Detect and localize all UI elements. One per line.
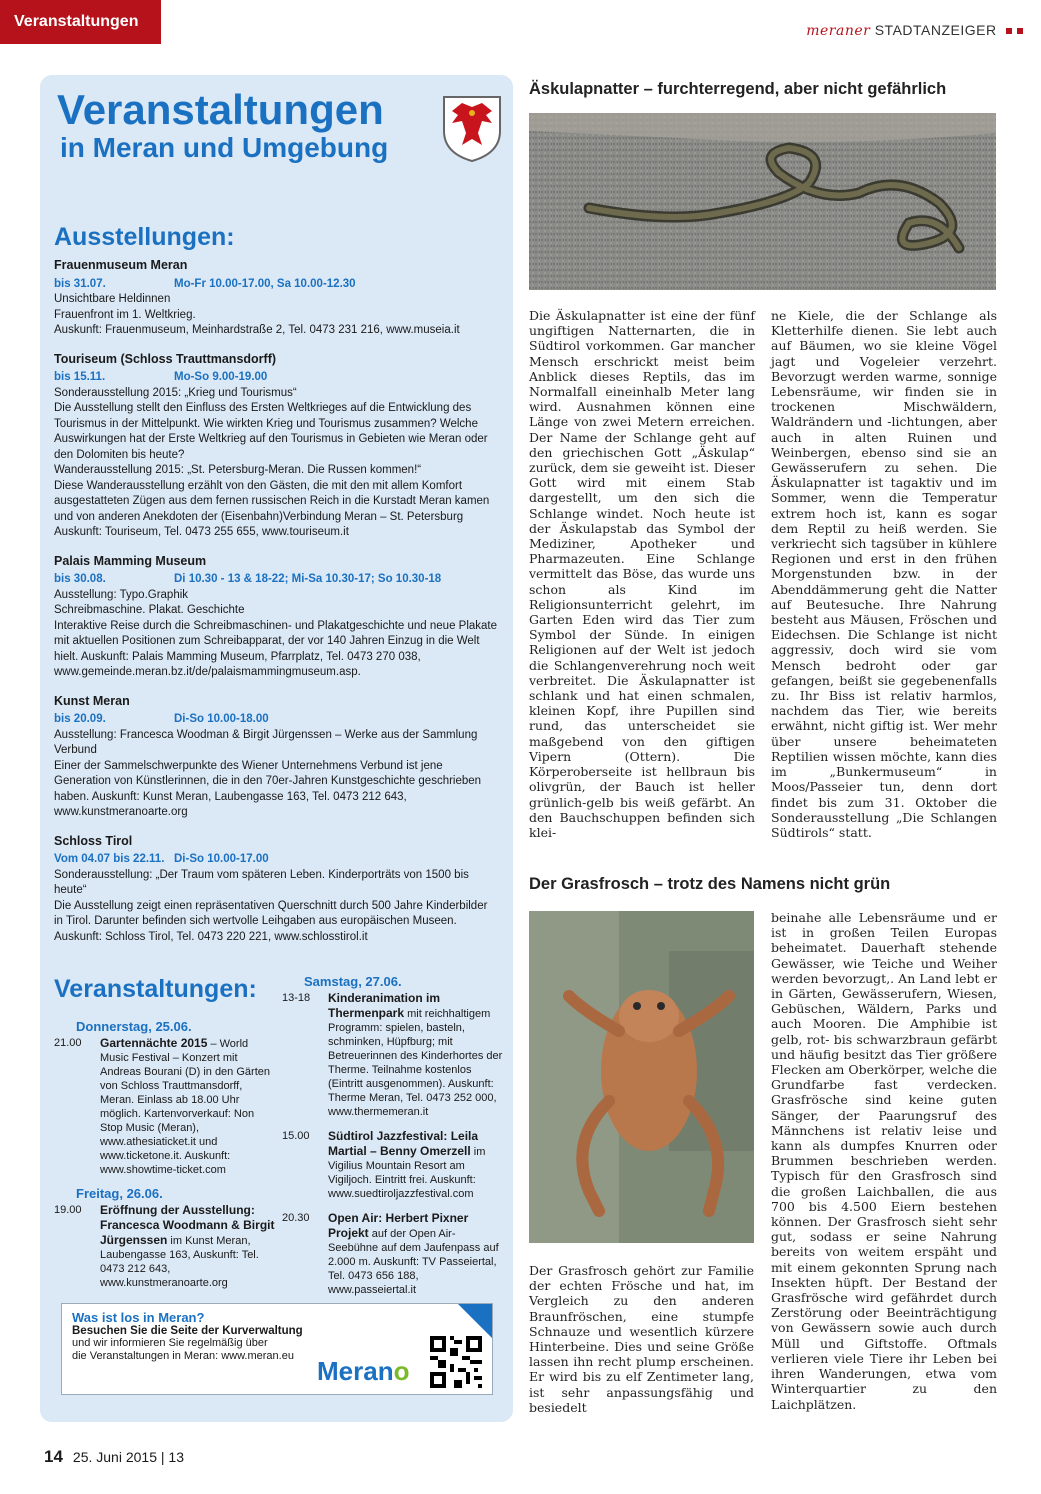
promo-heading: Was ist los in Meran? xyxy=(72,1310,205,1325)
exhibition-dates xyxy=(54,712,499,728)
page-footer xyxy=(44,1447,184,1467)
event-desc xyxy=(100,1203,276,1290)
event-row xyxy=(54,1203,276,1290)
exhibition-venue: Palais Mamming Museum xyxy=(54,553,207,568)
event-time: 21.00 xyxy=(54,1037,82,1049)
event-time: 19.00 xyxy=(54,1204,82,1216)
event-text: – World Music Festival – Konzert mit Andreas Bourani (D) in den Gärten von Schloss Trauttmansdorff, Meran. Einlass ab 18.00 Uhr möglich. Kartenvorverkauf: Non Stop Music (Meran), www.athesiaticket.it und www.ticketone.it. Auskunft: www.showtime-ticket.com xyxy=(100,1038,270,1176)
frog-text-col2: beinahe alle Lebensräume und er ist in großen Teilen Europas beheimatet. Dauerhaft stehende Gewässer, wie Teiche und Weiher werden bevorzugt,. An Land lebt er in Gärten, Gewässerufern, Wiesen, Gebüschen, Wäldern, Parks und auch Mooren. Die Amphibie ist gelb, rot- bis schwarzbraun gefärbt und häufig besitzt das Tier größere Flecken am Oberkörper, welche die Grundfarbe fast verdecken. Grasfrösche sind keine guten Sänger, der Paarungsruf des Männchens ist relativ leise und kann als dumpfes Knurren oder Brummen beschrieben werden. Typisch für den Grasfrosch sind die großen Laichballen, die aus 700 bis 4.500 Eiern bestehen können. Der Grasfrosch sieht sehr gut, sodass er seine Nahrung bereits von weitem erspäht und mit einem gekonnten Sprung nach Insekten hüpft. Der Bestand der Grasfrösche wird gefährdet durch Zerstörung oder Beeinträchtigung von Gewässern sowie auch durch Müll und Giftstoffe. Oftmals verlieren viele Tiere ihr Leben bei ihren Wanderungen, etwa vom Winterquartier zu den Laichplätzen. xyxy=(771,910,997,1412)
exhibition-line: Die Ausstellung zeigt einen repräsentativen Querschnitt durch 500 Jahre Kinderbilder in Tirol. Darunter befinden sich wertvolle Leihgaben aus europäischen Museen. Auskunft: Schloss Tirol, Tel. 0473 220 221, www.schlosstirol.it xyxy=(54,899,488,943)
events-heading: Veranstaltungen: xyxy=(54,975,257,1003)
event-row xyxy=(282,1211,504,1297)
event-title: Open Air: Herbert Pixner Projekt xyxy=(328,1211,469,1240)
exhibition-venue: Kunst Meran xyxy=(54,693,130,708)
exhibition-line: Ausstellung: Francesca Woodman & Birgit Jürgenssen – Werke aus der Sammlung Verbund xyxy=(54,728,478,756)
frog-text-col1: Der Grasfrosch gehört zur Familie der echten Frösche und hat, im Vergleich zu den anderen Braunfröschen, eine stumpfe Schnauze und wesentlich kürzere Hinterbeine. Dies und seine Größe lassen ihn recht plump erscheinen. Er wird bis zu elf Zentimeter lang, ist sehr anpassungsfähig und besiedelt xyxy=(529,1263,754,1415)
exhibition-line: Ausstellung: Typo.Graphik xyxy=(54,588,189,601)
event-text: im Kunst Meran, Laubengasse 163, Auskunft: Tel. 0473 212 643, www.kunstmeranoarte.org xyxy=(100,1235,259,1289)
exhibition-line: Die Ausstellung stellt den Einfluss des Ersten Weltkrieges auf die Entwicklung des Tourismus in der Mittelpunkt. Wie wirkten Krieg und Tourismus zusammen? Welche Auswirkungen hat der Erste Weltkrieg auf den Tourismus in Gebieten wie Meran oder den Dolomiten bis heute? xyxy=(54,402,488,461)
exhibition-line: Diese Wanderausstellung erzählt von den Gästen, die mit den mit allem Komfort ausgestatteten Zügen aus dem fernen russischen Reich in die Kurstadt Meran kamen und von anderen Anekdoten der (Eisenbahn)Verbindung Meran – St. Petersburg xyxy=(54,479,490,523)
exhibition-item xyxy=(54,694,499,821)
exhibition-line: Einer der Sammelschwerpunkte des Wiener Unternehmens Verbund ist jene Generation von Künstlerinnen, die in den 70er-Jahren Kunstgeschichte geschrieben haben. Auskunft: Kunst Meran, Laubengasse 163, Tel. 0473 212 643, www.kunstmeranoarte.org xyxy=(54,759,482,818)
exhibition-date: bis 20.09. xyxy=(54,713,106,725)
snake-text-col1: Die Äskulapnatter ist eine der fünf ungiftigen Natternarten, die in Südtirol vorkommen. Gar mancher Mensch erschrickt meist beim Anblick dieses Reptils, das im Normalfall eineinhalb Meter lang wird. Ausnahmen können eine Länge von zwei Metern erreichen. Der Name der Schlange geht auf den griechischen Gott „Äskulap“ zurück, dem sie geweiht ist. Dieser Gott wird mit einem Stab dargestellt, um den sich die Schlange windet. Noch heute ist der Äskulapstab das Symbol der Mediziner, Apotheker und Pharmazeuten. Eine Schlange vermittelt das Böse, das wurde uns schon als Kind im Religionsunterricht gelehrt, im Garten Eden wird das Tier zum Symbol der Sünde. In einigen Religionen auf der Welt ist jedoch die Schlangenverehrung noch weit verbreitet. Die Äskulapnatter ist schlank und hat einen schmalen, kleinen Kopf, ihre Pupillen sind rund, das unterscheidet sie maßgebend von den giftigen Vipern (Ottern). Die Körperoberseite ist hellbraun bis olivgrün, der Bauch ist heller grünlich-gelb bis weiß gefärbt. An den Bauchschuppen befinden sich klei- xyxy=(529,308,755,840)
exhibition-line: Wanderausstellung 2015: „St. Petersburg-Meran. Die Russen kommen!“ xyxy=(54,464,422,476)
brand-meraner: meraner xyxy=(806,23,871,39)
snake-heading: Äskulapnatter – furchterregend, aber nicht gefährlich xyxy=(529,80,947,98)
brand-dot xyxy=(1017,28,1023,34)
exhibition-date: bis 15.11. xyxy=(54,371,106,383)
exhibition-hours: Di-So 10.00-18.00 xyxy=(174,713,269,725)
exhibition-line: Interaktive Reise durch die Schreibmaschinen- und Plakatgeschichte und neue Plakate mit aktuellen Positionen zum Schreibapparat, der vor 140 Jahren Einzug in die Welt hielt. Auskunft: Palais Mamming Museum, Pfarrplatz, Tel. 0473 270 038, www.gemeinde.meran.bz.it/de/palaismammingmuseum.asp. xyxy=(54,619,498,678)
frog-heading: Der Grasfrosch – trotz des Namens nicht grün xyxy=(529,875,891,893)
event-time: 13-18 xyxy=(282,992,311,1004)
exhibition-line: Auskunft: Touriseum, Tel. 0473 255 655, www.touriseum.it xyxy=(54,526,349,538)
exhibition-line: Schreibmaschine. Plakat. Geschichte xyxy=(54,604,245,616)
event-day: Donnerstag, 25.06. xyxy=(76,1019,192,1034)
brand-dot xyxy=(1006,28,1012,34)
exhibition-line: Sonderausstellung 2015: „Krieg und Tourismus“ xyxy=(54,386,297,399)
event-text: im Vigilius Mountain Resort am Vigiljoch. Eintritt frei. Auskunft: www.suedtiroljazzfestival.com xyxy=(328,1146,486,1200)
exhibition-item xyxy=(54,352,499,541)
promo-box[interactable] xyxy=(61,1303,493,1395)
exhibition-venue: Schloss Tirol xyxy=(54,833,133,848)
promo-line-2: die Veranstaltungen in Meran: www.meran.eu xyxy=(72,1350,294,1362)
exhibition-hours: Di-So 10.00-17.00 xyxy=(174,853,269,865)
exhibition-line: Frauenfront im 1. Weltkrieg. xyxy=(54,308,196,321)
exhibition-hours: Mo-Fr 10.00-17.00, Sa 10.00-12.30 xyxy=(174,277,356,290)
exhibition-item xyxy=(54,554,499,681)
exhibition-hours: Mo-So 9.00-19.00 xyxy=(174,371,268,383)
event-title: Gartennächte 2015 xyxy=(100,1036,208,1050)
exhibition-venue: Touriseum (Schloss Trauttmansdorff) xyxy=(54,351,277,366)
exhibition-line: Sonderausstellung: „Der Traum vom späteren Leben. Kinderporträts von 1500 bis heute“ xyxy=(54,868,469,896)
event-row xyxy=(282,1129,504,1201)
event-time: 15.00 xyxy=(282,1130,310,1142)
event-title: Kinderanimation im Thermenpark xyxy=(328,991,441,1020)
merano-logo-main: Meran xyxy=(317,1356,394,1386)
merano-logo xyxy=(317,1356,409,1387)
event-day: Samstag, 27.06. xyxy=(304,974,402,989)
snake-photo xyxy=(529,113,996,290)
brand-stadtanzeiger: STADTANZEIGER xyxy=(874,22,997,38)
promo-bold: Besuchen Sie die Seite der Kurverwaltung xyxy=(72,1325,303,1337)
exhibition-date: Vom 04.07 bis 22.11. xyxy=(54,853,165,865)
event-text: auf der Open Air-Seebühne auf dem Jaufenpass auf 2.000 m. Auskunft: TV Passeiertal, Tel. 0473 656 188, www.passeiertal.it xyxy=(328,1228,499,1296)
exhibition-line: Auskunft: Frauenmuseum, Meinhardstraße 2, Tel. 0473 231 216, www.museia.it xyxy=(54,324,460,336)
page-subtitle: in Meran und Umgebung xyxy=(60,132,389,163)
snake-text-col2: ne Kiele, die der Schlange als Kletterhilfe dienen. Sie lebt auch auf Bäumen, wo sie kleine Vögel jagt und Vogeleier verzehrt. Bevorzugt werden warme, sonnige Lebensräume, wir finden sie in trockenen Mischwäldern, Waldrändern und -lichtungen, aber auch in alten Ruinen und Weinbergen, ebenso sind sie an Gewässerufern zu sehen. Die Äskulapnatter ist tagaktiv und im Sommer, wenn die Temperatur extrem hoch ist, kann es sogar dem Reptil zu heiß werden. Sie verkriecht sich tagsüber in kühlere Regionen und erst in den frühen Morgenstunden bzw. in der Abenddämmerung geht die Natter auf Beutesuche. Ihre Nahrung besteht aus Mäusen, Fröschen und Eidechsen. Die Schlange ist nicht aggressiv, doch wird sie vom Mensch bedroht oder gar gefangen, beißt sie gegebenenfalls zu. Ihr Biss ist relativ harmlos, nachdem das Tier, wie bereits erwähnt, nicht giftig ist. Wer mehr über unsere beheimateten Reptilien wissen möchte, kann dies im „Bunkermuseum“ in Moos/Passeier tun, denn dort findet bis zum 31. Oktober die Sonderausstellung „Die Schlangen Südtirols“ statt. xyxy=(771,308,997,840)
exhibition-date: bis 31.07. xyxy=(54,277,106,290)
events-column-1 xyxy=(54,1020,276,1300)
exhibition-dates xyxy=(54,370,499,386)
exhibition-dates xyxy=(54,852,499,868)
tirol-eagle-crest-icon xyxy=(440,93,504,163)
event-time: 20.30 xyxy=(282,1212,310,1224)
exhibition-item xyxy=(54,834,499,946)
event-text: mit reichhaltigem Programm: spielen, basteln, schminken, Hüpfburg; mit Betreuerinnen des Kinderhortes der Therme. Teilnahme kostenlos (Eintritt ausgenommen). Auskunft: Therme Meran, Tel. 0473 252 000, www.thermemeran.it xyxy=(328,1008,503,1118)
event-row xyxy=(282,991,504,1119)
qr-code-icon[interactable] xyxy=(430,1336,482,1388)
promo-corner xyxy=(458,1304,492,1338)
event-desc xyxy=(328,1129,504,1201)
event-title: Eröffnung der Ausstellung: Francesca Woodmann & Birgit Jürgenssen xyxy=(100,1203,275,1247)
events-column-2 xyxy=(282,975,504,1307)
frog-photo xyxy=(529,911,754,1243)
promo-line-1: und wir informieren Sie regelmäßig über xyxy=(72,1337,268,1349)
page-title: Veranstaltungen xyxy=(57,86,384,133)
page-number: 14 xyxy=(44,1447,63,1466)
section-tab: Veranstaltungen xyxy=(0,0,161,44)
merano-logo-o: o xyxy=(393,1356,410,1386)
event-title: Südtirol Jazzfestival: Leila Martial – Benny Omerzell xyxy=(328,1129,479,1158)
issue-date: 25. Juni 2015 | 13 xyxy=(72,1449,184,1465)
exhibition-venue: Frauenmuseum Meran xyxy=(54,258,188,272)
exhibition-hours: Di 10.30 - 13 & 18-22; Mi-Sa 10.30-17; So 10.30-18 xyxy=(174,573,442,585)
event-desc xyxy=(328,991,504,1119)
event-row xyxy=(54,1036,276,1177)
exhibition-dates xyxy=(54,572,499,588)
event-day: Freitag, 26.06. xyxy=(76,1186,163,1201)
brand-logo xyxy=(806,22,1023,39)
event-desc xyxy=(328,1211,504,1297)
exhibition-date: bis 30.08. xyxy=(54,573,106,585)
exhibitions-heading: Ausstellungen: xyxy=(54,223,235,251)
exhibition-line: Unsichtbare Heldinnen xyxy=(54,293,171,305)
exhibition-item xyxy=(54,258,499,339)
exhibition-dates xyxy=(54,277,499,293)
exhibitions-list xyxy=(54,258,499,945)
event-desc xyxy=(100,1036,276,1177)
